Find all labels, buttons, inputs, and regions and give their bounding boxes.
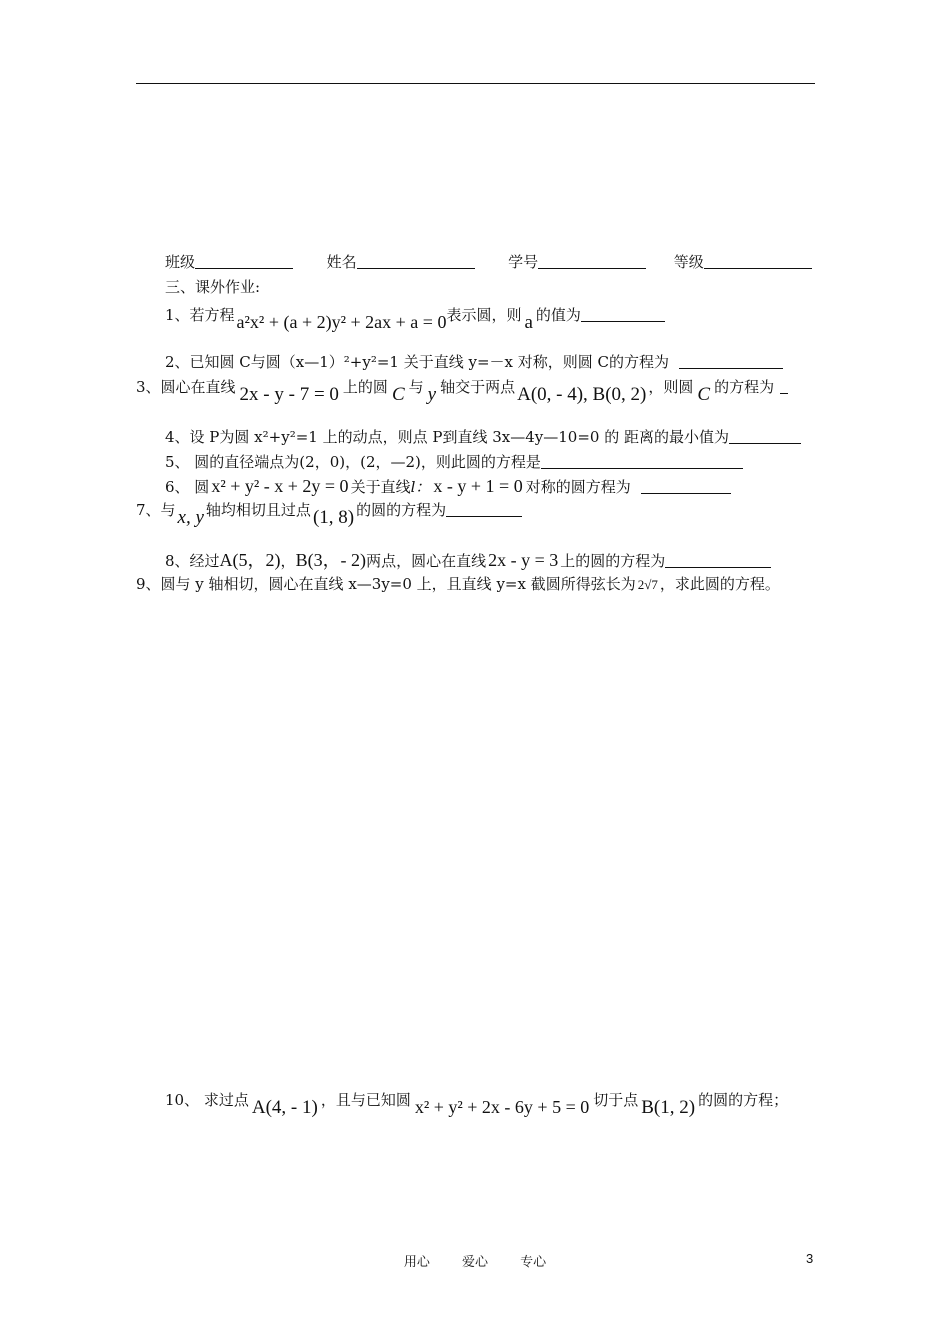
q9-suffix: ，求此圆的方程。 xyxy=(659,575,780,593)
q6-prefix: 6、 圆 xyxy=(165,478,210,496)
q8-prefix: 8、经过 xyxy=(165,552,220,570)
q10-prefix: 10、 求过点 xyxy=(165,1091,249,1109)
q1-equation: a²x² + (a + 2)y² + 2ax + a = 0 xyxy=(236,312,447,332)
student-id-label: 学号 xyxy=(508,253,539,271)
question-9 xyxy=(136,574,780,595)
q4-text: 4、设 P为圆 x²+y²=1 上的动点，则点 P到直线 3x—4y—10=0 的 距离的最小值为 xyxy=(165,428,729,446)
q1-suffix: 的值为 xyxy=(535,306,581,324)
q7-point: (1, 8) xyxy=(312,507,355,528)
q3-y-axis: y xyxy=(427,384,437,405)
q3-points: A(0, - 4), B(0, 2) xyxy=(517,384,647,405)
q9-text: 9、圆与 y 轴相切，圆心在直线 x—3y=0 上，且直线 y=x 截圆所得弦长为 xyxy=(136,575,636,593)
q2-answer-blank[interactable] xyxy=(679,353,783,369)
q5-text: 5、 圆的直径端点为(2，0)，(2，—2)，则此圆的方程是 xyxy=(165,453,541,471)
question-4 xyxy=(165,427,801,447)
q3-answer-blank[interactable] xyxy=(780,378,788,394)
q3-circle-c: C xyxy=(391,384,405,405)
q6-circle-equation: x² + y² - x + 2y = 0 xyxy=(211,476,349,496)
footer-text-1: 用心 xyxy=(403,1255,430,1270)
name-label: 姓名 xyxy=(326,253,357,271)
student-info-row xyxy=(165,252,812,272)
q9-chord-length: 2√7 xyxy=(637,577,658,592)
q5-answer-blank[interactable] xyxy=(541,453,743,469)
q10-point-a: A(4, - 1) xyxy=(251,1097,318,1118)
q1-answer-blank[interactable] xyxy=(581,306,665,322)
q3-line-equation: 2x - y - 7 = 0 xyxy=(239,384,339,405)
q3-circle-c-2: C xyxy=(697,384,711,405)
student-id-blank[interactable] xyxy=(538,253,646,269)
q8-suffix: 上的圆的方程为 xyxy=(560,552,666,570)
q10-circle-equation: x² + y² + 2x - 6y + 5 = 0 xyxy=(414,1097,590,1117)
page-number: 3 xyxy=(806,1251,814,1266)
q3-prefix: 3、圆心在直线 xyxy=(136,378,236,396)
q7-prefix: 7、与 xyxy=(136,501,176,519)
question-6 xyxy=(165,476,731,497)
q1-variable: a xyxy=(524,312,533,333)
q3-text-4: ，则圆 xyxy=(648,378,694,396)
q4-answer-blank[interactable] xyxy=(729,428,801,444)
question-5 xyxy=(165,452,743,472)
footer-text-3: 专心 xyxy=(520,1255,547,1270)
q7-answer-blank[interactable] xyxy=(446,501,522,517)
footer-text-2: 爱心 xyxy=(461,1255,488,1270)
q8-point-b: B(3，- 2) xyxy=(295,550,367,570)
q10-point-b: B(1, 2) xyxy=(641,1097,696,1118)
q6-line-label: l： xyxy=(410,478,431,496)
q10-suffix: 的圆的方程； xyxy=(698,1091,789,1109)
section-title: 三、课外作业: xyxy=(165,278,261,296)
q6-middle: 关于直线 xyxy=(350,478,411,496)
question-1 xyxy=(165,305,665,333)
q10-middle: ，且与已知圆 xyxy=(320,1091,411,1109)
q8-separator: ， xyxy=(280,552,296,570)
q3-text-3: 轴交于两点 xyxy=(440,378,516,396)
grade-label: 等级 xyxy=(673,253,704,271)
class-blank[interactable] xyxy=(195,253,293,269)
question-8 xyxy=(165,550,771,571)
q10-middle-2: 切于点 xyxy=(593,1091,639,1109)
grade-blank[interactable] xyxy=(704,253,812,269)
q8-line-equation: 2x - y = 3 xyxy=(488,550,559,570)
name-blank[interactable] xyxy=(357,253,475,269)
q6-line-equation: x - y + 1 = 0 xyxy=(433,476,523,496)
header-rule xyxy=(136,83,815,84)
q8-middle: 两点，圆心在直线 xyxy=(366,552,487,570)
q8-answer-blank[interactable] xyxy=(665,552,771,568)
q7-suffix: 的圆的方程为 xyxy=(356,501,447,519)
question-2 xyxy=(165,352,783,372)
q7-middle: 轴均相切且过点 xyxy=(205,501,311,519)
q2-text: 2、已知圆 C与圆（x—1）²+y²=1 关于直线 y=－x 对称，则圆 C的方程为 xyxy=(165,353,670,371)
q3-text-1: 上的圆 xyxy=(342,378,388,396)
q3-suffix: 的方程为 xyxy=(714,378,775,396)
question-10 xyxy=(165,1090,788,1118)
q6-answer-blank[interactable] xyxy=(641,478,731,494)
q1-prefix: 1、若方程 xyxy=(165,306,235,324)
question-7 xyxy=(136,500,522,528)
q8-point-a: A(5，2) xyxy=(219,550,281,570)
question-3 xyxy=(136,377,788,405)
q1-middle: 表示圆，则 xyxy=(446,306,522,324)
q7-axes: x, y xyxy=(177,507,204,528)
q6-suffix: 对称的圆方程为 xyxy=(525,478,631,496)
class-label: 班级 xyxy=(165,253,196,271)
q3-text-2: 与 xyxy=(408,378,424,396)
